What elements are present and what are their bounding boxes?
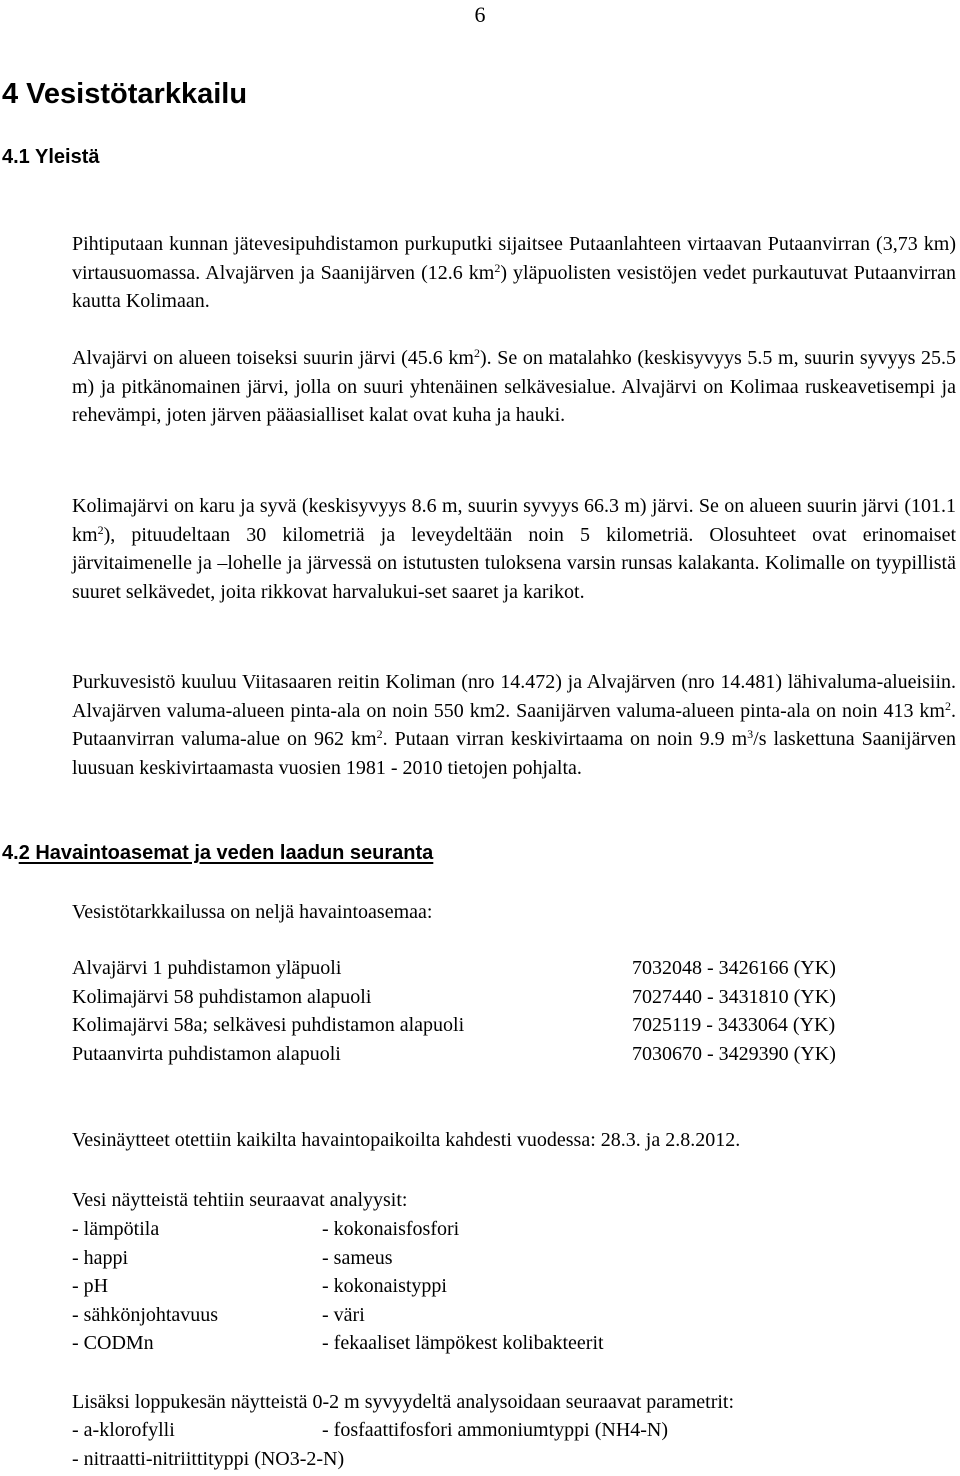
paragraph-kolimajarvi: Kolimajärvi on karu ja syvä (keskisyvyys 8.6 m, suurin syvyys 66.3 m) järvi. Se on alueen suurin järvi (101.1 $km^2$), pituudeltaan 30 kilometriä ja leveydeltään noin 5 kilometriä. Olosuhteet ovat erinomaiset järvitaimenelle ja –lohelle ja järvessä on istutusten tuloksena varsin runsas kalakanta. Kolimalle on tyypillistä suuret selkävedet, joita rikkovat harvalukui-set saaret ja karikot.	[72, 495, 956, 603]
station-name: Kolimajärvi 58a; selkävesi puhdistamon alapuoli	[72, 1014, 465, 1037]
station-name: Putaanvirta puhdistamon alapuoli	[72, 1042, 341, 1065]
list-item	[72, 1445, 952, 1474]
station-coordinates: 7027440 - 3431810 (YK)	[632, 985, 836, 1008]
extra-parameters-list	[72, 1416, 952, 1473]
analysis-item: - fekaaliset lämpökest kolibakteerit	[322, 1332, 604, 1355]
station-row	[72, 954, 952, 983]
parameter-item: - fosfaattifosfori ammoniumtyppi (NH4-N)	[322, 1419, 669, 1441]
chapter-heading: 4 Vesistötarkkailu	[2, 78, 248, 110]
section-heading-yleista: 4.1 Yleistä	[2, 146, 100, 168]
analysis-item: - happi	[72, 1246, 129, 1269]
parameter-item: - nitraatti-nitriittityppi (NO3-2-N)	[72, 1447, 345, 1470]
station-row	[72, 983, 952, 1012]
station-list	[72, 954, 952, 1068]
analyses-list	[72, 1215, 952, 1358]
analysis-item: - väri	[322, 1303, 365, 1326]
analysis-item: - CODMn	[72, 1332, 154, 1355]
analysis-item: - sameus	[322, 1246, 393, 1269]
stations-intro: Vesistötarkkailussa on neljä havaintoasemaa:	[72, 901, 433, 923]
paragraph-purkuvesisto: Purkuvesistö kuuluu Viitasaaren reitin Koliman (nro 14.472) ja Alvajärven (nro 14.481) lähivaluma-alueisiin. Alvajärven valuma-alueen pinta-ala on noin 550 km2. Saanijärven valuma-alueen pinta-ala on noin 413 $km^2$. Putaanvirran valuma-alue on 962 $km^2$. Putaan virran keskivirtaama on noin 9.9 $m^3/s$ laskettuna Saanijärven luusuan keskivirtaamasta vuosien 1981 - 2010 tietojen pohjalta.	[72, 671, 956, 779]
analysis-item: - pH	[72, 1275, 109, 1298]
station-coordinates: 7032048 - 3426166 (YK)	[632, 957, 836, 979]
list-item	[72, 1244, 952, 1273]
list-item	[72, 1215, 952, 1244]
station-name: Alvajärvi 1 puhdistamon yläpuoli	[72, 957, 342, 979]
analyses-heading: Vesi näytteistä tehtiin seuraavat analyysit:	[72, 1189, 408, 1211]
list-item	[72, 1329, 952, 1358]
analysis-item: - lämpötila	[72, 1218, 160, 1240]
analysis-item: - sähkönjohtavuus	[72, 1303, 219, 1326]
analysis-item: - kokonaistyppi	[322, 1275, 447, 1298]
section-heading-havaintoasemat: 4.2 Havaintoasemat ja veden laadun seuranta	[2, 842, 434, 864]
station-name: Kolimajärvi 58 puhdistamon alapuoli	[72, 985, 372, 1008]
station-row	[72, 1040, 952, 1069]
parameter-item: - a-klorofylli	[72, 1419, 175, 1441]
sampling-text: Vesinäytteet otettiin kaikilta havaintopaikoilta kahdesti vuodessa: 28.3. ja 2.8.2012.	[72, 1129, 741, 1151]
list-item	[72, 1272, 952, 1301]
page-number: 6	[474, 2, 486, 27]
list-item	[72, 1416, 952, 1445]
station-coordinates: 7030670 - 3429390 (YK)	[632, 1042, 836, 1065]
station-coordinates: 7025119 - 3433064 (YK)	[632, 1014, 836, 1037]
analysis-item: - kokonaisfosfori	[322, 1218, 460, 1240]
station-row	[72, 1011, 952, 1040]
extra-parameters-heading: Lisäksi loppukesän näytteistä 0-2 m syvyydeltä analysoidaan seuraavat parametrit:	[72, 1391, 735, 1413]
list-item	[72, 1301, 952, 1330]
paragraph-purkuputki: Pihtiputaan kunnan jätevesipuhdistamon purkuputki sijaitsee Putaanlahteen virtaavan Putaanvirran (3,73 km) virtausuomassa. Alvajärven ja Saanijärven (12.6 $km^2$) yläpuolisten vesistöjen vedet purkautuvat Putaanvirran kautta Kolimaan.	[72, 233, 956, 313]
paragraph-alvajarvi: Alvajärvi on alueen toiseksi suurin järvi (45.6 $km^2$). Se on matalahko (keskisyvyys 5.5 m, suurin syvyys 25.5 m) ja pitkänomainen järvi, jolla on suuri yhtenäinen selkävesialue. Alvajärvi on Kolimaa ruskeavetisempi ja rehevämpi, joten järven pääasialliset kalat ovat kuha ja hauki.	[72, 346, 956, 427]
